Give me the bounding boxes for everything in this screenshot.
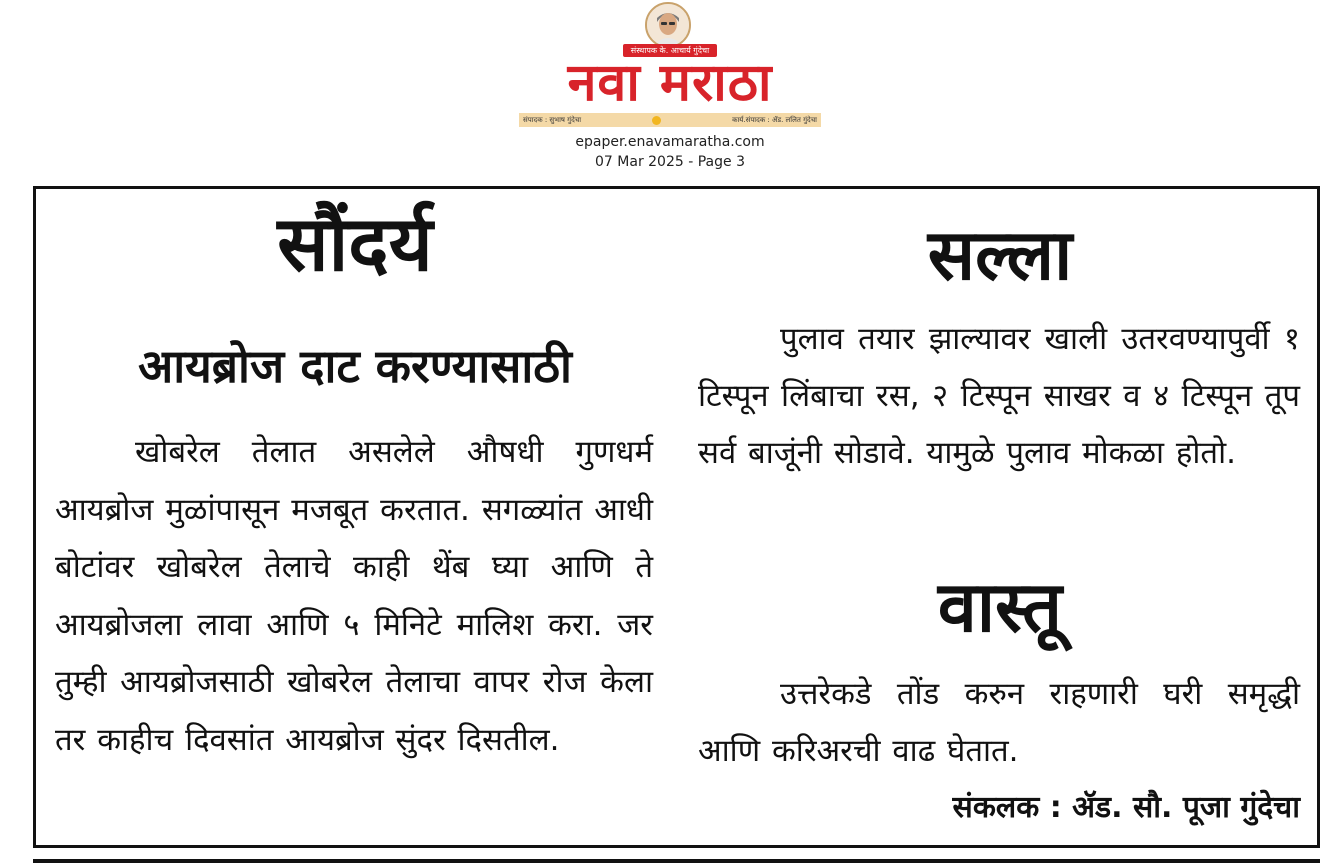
eyebrows-article-headline: आयब्रोज दाट करण्यासाठी xyxy=(138,339,572,393)
bottom-divider xyxy=(33,859,1320,863)
newspaper-masthead xyxy=(519,0,821,128)
brand-logo: नवा मराठा xyxy=(567,53,773,113)
vastu-article-body: उत्तरेकडे तोंड करुन राहणारी घरी समृद्धी आणि करिअरची वाढ घेतात. xyxy=(698,676,1300,769)
beauty-section-title: सौंदर्य xyxy=(277,199,433,288)
editor-credit: संपादक : सुभाष गुंदेचा xyxy=(523,115,582,124)
advice-section-title: सल्ला xyxy=(927,214,1073,296)
edition-date-page: 07 Mar 2025 - Page 3 xyxy=(595,154,745,170)
executive-editor-credit: कार्य.संपादक : ॲड. ललित गुंदेचा xyxy=(732,115,817,124)
compiler-credit: संकलक : ॲड. सौ. पूजा गुंदेचा xyxy=(952,790,1300,825)
founder-caption: संस्थापक के. आचार्य गुंदेचा xyxy=(623,44,717,57)
sun-icon xyxy=(652,116,661,125)
epaper-url: epaper.enavamaratha.com xyxy=(575,134,765,150)
vastu-section-title: वास्तू xyxy=(937,566,1063,648)
eyebrows-article-body: खोबरेल तेलात असलेले औषधी गुणधर्म आयब्रोज मुळांपासून मजबूत करतात. सगळ्यांत आधी बोटांवर खोबरेल तेलाचे काही थेंब घ्या आणि ते आयब्रोजला लावा आणि ५ मिनिटे मालिश करा. जर तुम्ही आयब्रोजसाठी खोबरेल तेलाचा वापर रोज केला तर काहीच दिवसांत आयब्रोज सुंदर दिसतील. xyxy=(55,434,653,758)
founder-portrait xyxy=(645,2,691,48)
advice-article-body: पुलाव तयार झाल्यावर खाली उतरवण्यापुर्वी १ टिस्पून लिंबाचा रस, २ टिस्पून साखर व ४ टिस्पून तूप सर्व बाजूंनी सोडावे. यामुळे पुलाव मोकळा होतो. xyxy=(698,321,1300,471)
editor-credit-strip xyxy=(519,113,821,127)
